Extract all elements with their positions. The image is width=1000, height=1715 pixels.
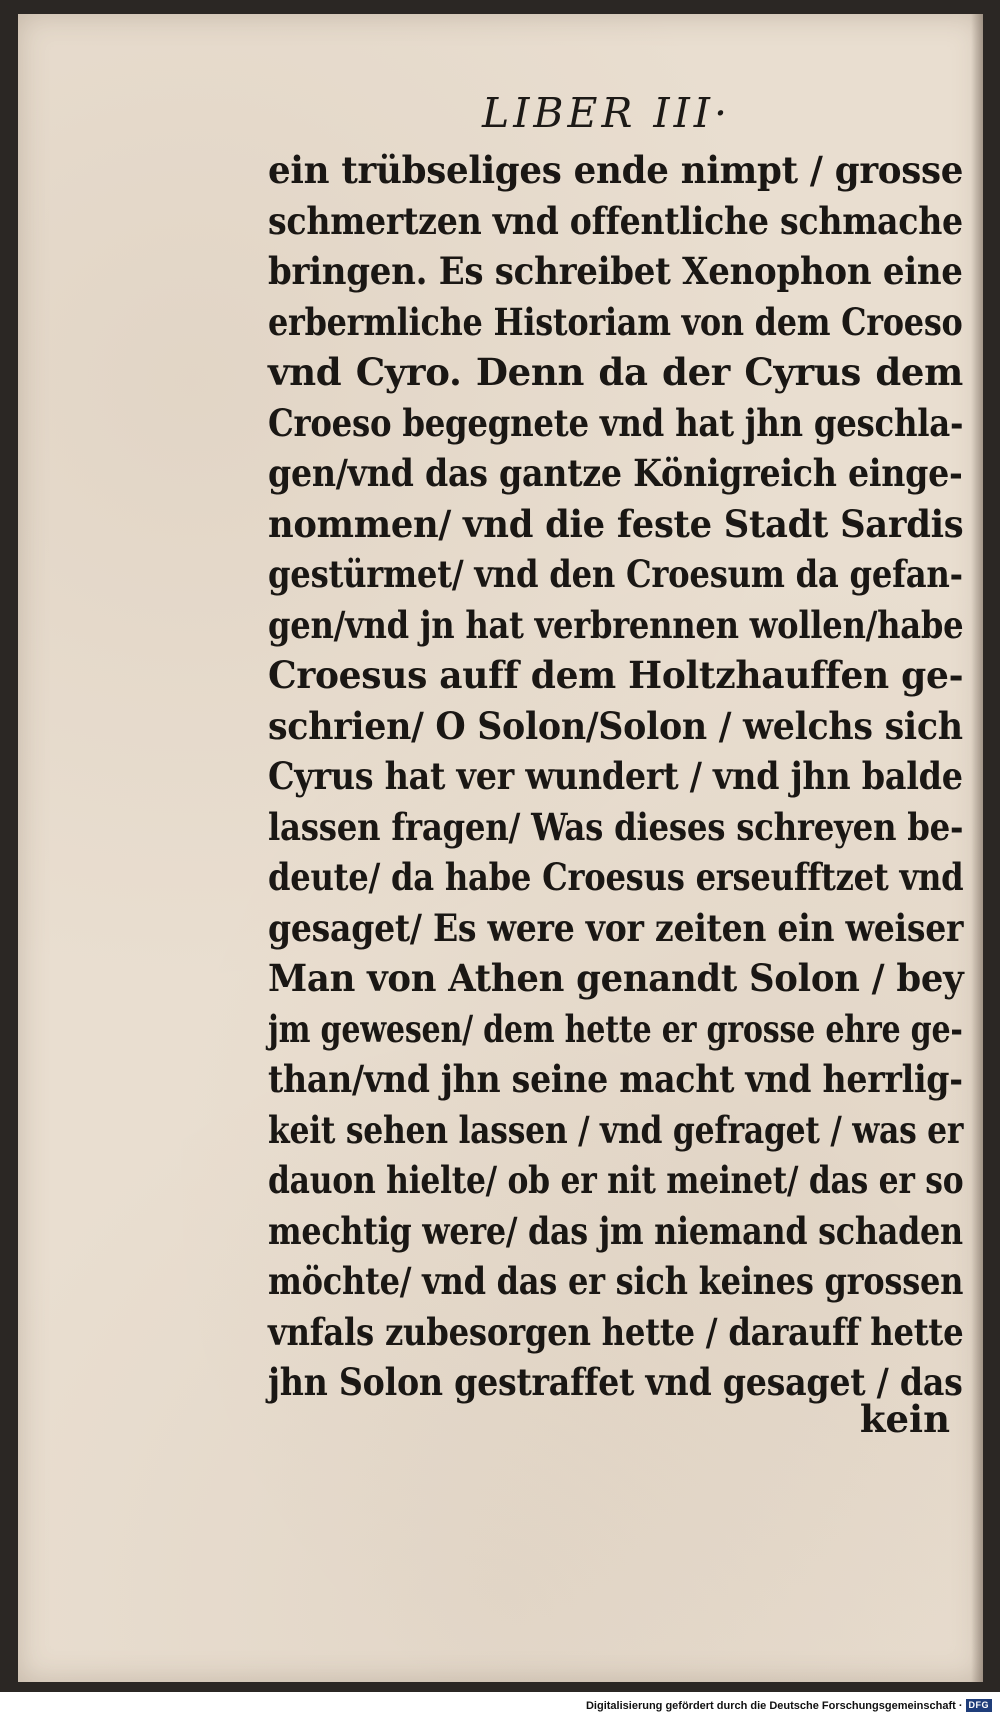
text-line: gestürmet/ vnd den Croesum da gefan-: [268, 552, 963, 596]
text-line: keit sehen lassen / vnd gefraget / was er: [268, 1107, 964, 1152]
text-line: deute/ da habe Croesus erseufftzet vnd: [268, 855, 964, 899]
text-line: ein trübseliges ende nimpt / grosse: [268, 148, 964, 192]
credit-text: Digitalisierung gefördert durch die Deutsche Forschungsgemeinschaft ·: [585, 1699, 963, 1712]
text-line: Croesus auff dem Holtzhauffen ge-: [268, 653, 964, 697]
digitization-credit: [586, 1699, 992, 1712]
text-line: gen/vnd das gantze Königreich einge-: [268, 451, 963, 495]
text-line: bringen. Es schreibet Xenophon eine: [268, 249, 963, 293]
text-line: vnd Cyro. Denn da der Cyrus dem: [268, 350, 963, 394]
dfg-logo: DFG: [966, 1699, 993, 1712]
text-line: nommen/ vnd die feste Stadt Sardis: [268, 501, 964, 546]
text-line: than/vnd jhn seine macht vnd herrlig-: [268, 1057, 963, 1101]
text-line: schmertzen vnd offentliche schmache: [268, 198, 963, 243]
text-line: dauon hielte/ ob er nit meinet/ das er so: [268, 1158, 964, 1202]
text-line: erbermliche Historiam von dem Croeso: [268, 299, 963, 344]
text-line: lassen fragen/ Was dieses schreyen be-: [268, 804, 964, 849]
catchword: kein: [859, 1397, 950, 1441]
page-edge-shadow: [971, 14, 983, 1682]
text-line: gen/vnd jn hat verbrennen wollen/habe: [268, 602, 964, 647]
text-line: jm gewesen/ dem hette er grosse ehre ge-: [268, 1006, 963, 1051]
body-text: [268, 145, 963, 1408]
running-head: LIBER III·: [482, 89, 732, 137]
text-line: Cyrus hat ver wundert / vnd jhn balde: [268, 754, 963, 798]
text-line: jhn Solon gestraffet vnd gesaget / das: [268, 1360, 963, 1404]
text-line: schrien/ O Solon/Solon / welchs sich: [268, 703, 963, 748]
text-line: Man von Athen genandt Solon / bey: [268, 956, 964, 1000]
text-line: gesaget/ Es were vor zeiten ein weiser: [268, 905, 964, 950]
text-line: Croeso begegnete vnd hat jhn geschla-: [268, 400, 964, 445]
text-line: vnfals zubesorgen hette / darauff hette: [268, 1309, 964, 1354]
text-line: möchte/ vnd das er sich keines grossen: [268, 1259, 964, 1303]
text-line: mechtig were/ das jm niemand schaden: [268, 1208, 963, 1253]
